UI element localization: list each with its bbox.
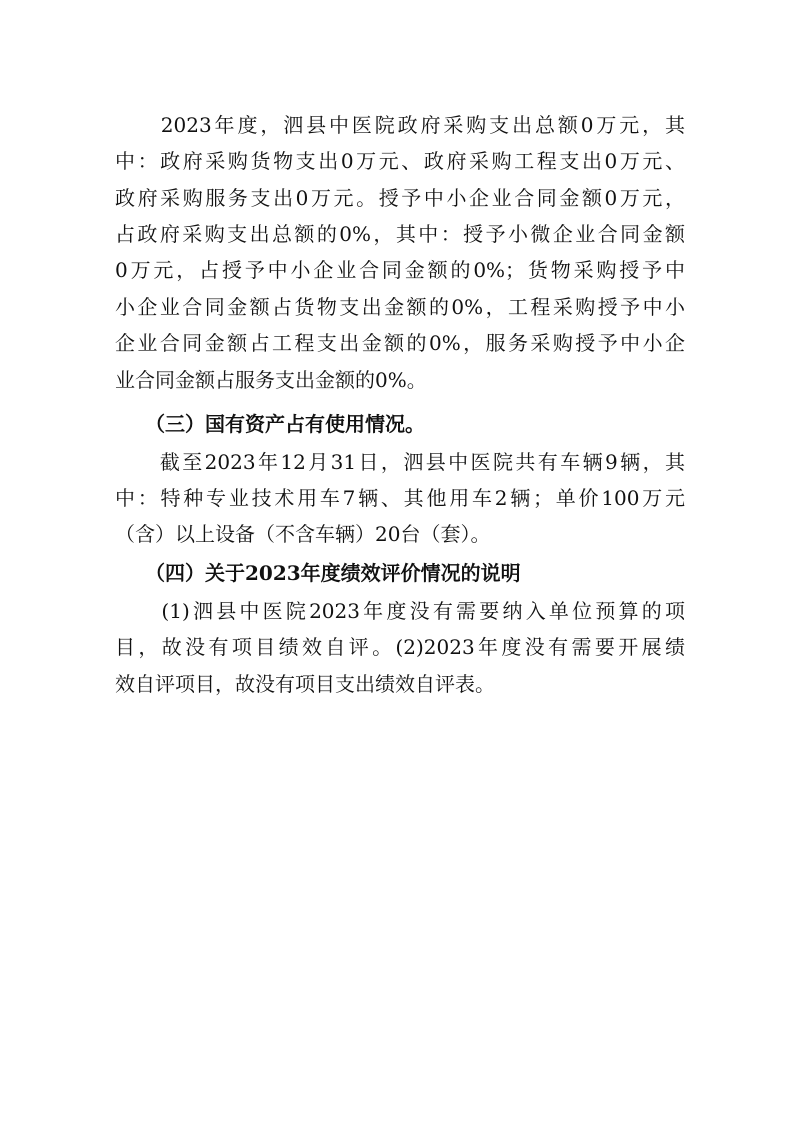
- text-line: 中：特种专业技术用车7辆、其他用车2辆；单价100万元: [115, 486, 685, 510]
- text-line: 业合同金额占服务支出金额的0%。: [115, 368, 427, 392]
- section-heading-performance: （四）关于2023年度绩效评价情况的说明: [115, 561, 521, 585]
- text-line: 政府采购服务支出0万元。授予中小企业合同金额0万元，: [115, 186, 685, 210]
- text-line: 占政府采购支出总额的0%，其中：授予小微企业合同金额: [115, 222, 685, 246]
- section-heading-assets: （三）国有资产占有使用情况。: [115, 412, 425, 436]
- text-line: 2023年度，泗县中医院政府采购支出总额0万元，其: [115, 113, 685, 137]
- text-line: 企业合同金额占工程支出金额的0%，服务采购授予中小企: [115, 331, 685, 355]
- text-line: 截至2023年12月31日，泗县中医院共有车辆9辆，其: [115, 450, 685, 474]
- text-line: （含）以上设备（不含车辆）20台（套）。: [115, 522, 491, 546]
- text-line: 中：政府采购货物支出0万元、政府采购工程支出0万元、: [115, 149, 685, 173]
- text-line: (1)泗县中医院2023年度没有需要纳入单位预算的项: [115, 599, 685, 623]
- text-line: 小企业合同金额占货物支出金额的0%，工程采购授予中小: [115, 295, 685, 319]
- text-line: 效自评项目，故没有项目支出绩效自评表。: [115, 672, 495, 696]
- text-line: 目，故没有项目绩效自评。(2)2023年度没有需要开展绩: [115, 635, 685, 659]
- text-line: 0万元，占授予中小企业合同金额的0%；货物采购授予中: [115, 258, 685, 282]
